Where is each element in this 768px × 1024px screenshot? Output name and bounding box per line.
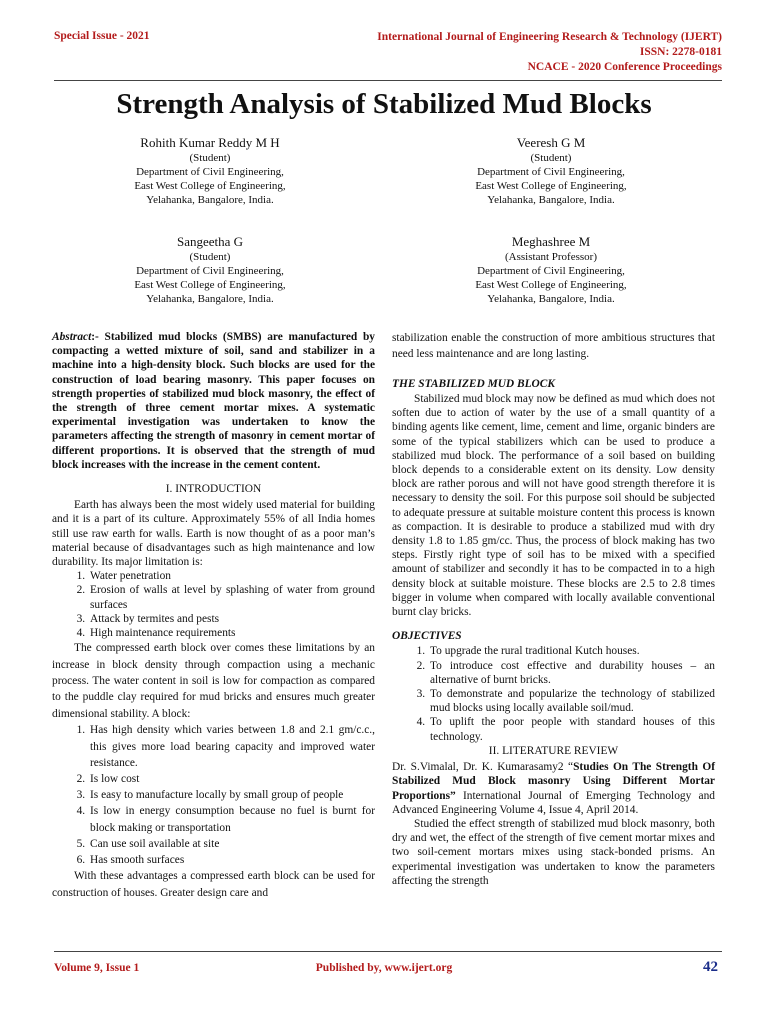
list-item: 3. Is easy to manufacture locally by small group of people — [88, 787, 375, 803]
list-item: 2. To introduce cost effective and durability houses – an alternative of burnt bricks. — [428, 659, 715, 687]
author-block — [80, 235, 340, 306]
continued-paragraph: stabilization enable the construction of more ambitious structures that need less maintenance and are long lasting. — [392, 332, 715, 361]
author-city: Yelahanka, Bangalore, India. — [146, 194, 274, 206]
author-college: East West College of Engineering, — [134, 279, 286, 291]
section-heading-literature-review: II. LITERATURE REVIEW — [488, 744, 619, 757]
block-properties-list — [52, 722, 375, 868]
reference-title: Studies On The Strength Of Stabilized Mud Block masonry Using Different Mortar Proportions” — [392, 761, 715, 802]
section-heading-objectives: OBJECTIVES — [392, 630, 462, 643]
list-item: 1. To upgrade the rural traditional Kutch houses. — [428, 644, 715, 658]
section-heading-stabilized-mud-block: THE STABILIZED MUD BLOCK — [392, 377, 555, 390]
author-dept: Department of Civil Engineering, — [136, 265, 284, 277]
author-role: (Student) — [530, 152, 572, 164]
author-dept: Department of Civil Engineering, — [136, 166, 284, 178]
author-city: Yelahanka, Bangalore, India. — [146, 293, 274, 305]
intro-paragraph: With these advantages a compressed earth block can be used for construction of houses. Greater design care and — [52, 870, 375, 899]
page-number: 42 — [703, 959, 718, 975]
author-name: Veeresh G M — [516, 135, 586, 150]
abstract-label: Abstract — [52, 331, 92, 343]
reference-authors: Dr. S.Vimalal, Dr. K. Kumarasamy2 “ — [392, 761, 574, 774]
abstract — [52, 330, 375, 472]
literature-paragraph: Studied the effect strength of stabilized mud block masonry, both dry and wet, the effect of the strength of five cement mortar mixes and two soil-cement mortars mixes using stack-bonded prisms. An experimental investigation was undertaken to know the parameters affecting the strength — [392, 817, 715, 887]
limitations-list — [52, 569, 375, 640]
smb-paragraph: Stabilized mud block may now be defined as mud which does not soften due to action of water by the use of a small quantity of a binding agents like cement, lime, cement and lime, organic binders are some of the typical stabilizers which can be used to produce a stabilized mud block. The performance of a soil based on building block depends to a considerable extent on its density. Low density block are rather porous and will not have good strength therefore it is necessary to density the soil. For this purpose soil should be subjected to adequate pressure at suitable moisture content this process is known as compaction. It is desirable to produce a stabilized mud with dry density 1.8 to 1.85 gm/cc. Thus, the process of block making has two steps. Firstly right type of soil has to be mixed with a specified amount of stabilizer and secondly it has to be compacted in to a high density block at suitable moisture. These blocks are 2.5 to 2.8 times bigger in volume when compared with locally available conventional burnt clay bricks. — [392, 393, 715, 619]
author-city: Yelahanka, Bangalore, India. — [487, 293, 615, 305]
list-item: 6. Has smooth surfaces — [88, 852, 375, 868]
right-column — [392, 330, 715, 888]
author-role: (Assistant Professor) — [505, 251, 597, 263]
literature-reference — [392, 760, 715, 817]
author-role: (Student) — [189, 152, 231, 164]
author-dept: Department of Civil Engineering, — [477, 265, 625, 277]
volume-issue: Volume 9, Issue 1 — [54, 962, 140, 974]
publisher-link[interactable]: Published by, www.ijert.org — [315, 962, 453, 974]
list-item: 4. To uplift the poor people with standard houses of this technology. — [428, 715, 715, 743]
author-name: Rohith Kumar Reddy M H — [140, 135, 280, 150]
header-block — [54, 30, 722, 78]
section-heading-introduction: I. INTRODUCTION — [165, 483, 262, 496]
intro-paragraph: Earth has always been the most widely used material for building and it is a part of its culture. Approximately 55% of all India homes still use raw earth for walls. Earth is now thought of as a poor man’s material because of disadvantages such as high maintenance and low durability. Its major limitation is: — [52, 499, 375, 569]
abstract-text: :- Stabilized mud blocks (SMBS) are manufactured by compacting a wetted mixture of soil, sand and stabilizer in a machine into a high-density block. Such blocks are used for the construction of load bearing masonry. This paper focuses on strength properties of stabilized mud block masonry, the effect of the strength of three cement mortar mixes. A systematic experimental investigation was undertaken to know the parameters affecting the strength of masonry in cement mortar of different proportions. It is observed that the strength of mud block increases with the increase in the cement content. — [52, 331, 375, 471]
footer-divider — [54, 951, 722, 952]
author-college: East West College of Engineering, — [475, 180, 627, 192]
issn: ISSN: 2278-0181 — [639, 46, 722, 58]
author-block — [80, 136, 340, 207]
list-item: 4. High maintenance requirements — [88, 626, 375, 640]
list-item: 3. To demonstrate and popularize the technology of stabilized mud blocks using locally available soil/mud. — [428, 687, 715, 715]
list-item: 3. Attack by termites and pests — [88, 612, 375, 626]
author-block — [421, 136, 681, 207]
reference-journal: International Journal of Emerging Technology and Advanced Engineering Volume 4, Issue 4, April 2014. — [392, 789, 715, 816]
author-block — [421, 235, 681, 306]
journal-name: International Journal of Engineering Research & Technology (IJERT) — [377, 31, 722, 43]
author-college: East West College of Engineering, — [475, 279, 627, 291]
author-name: Meghashree M — [511, 234, 591, 249]
author-name: Sangeetha G — [176, 234, 244, 249]
objectives-list — [392, 644, 715, 743]
author-city: Yelahanka, Bangalore, India. — [487, 194, 615, 206]
left-column — [52, 330, 375, 901]
list-item: 2. Is low cost — [88, 771, 375, 787]
author-role: (Student) — [189, 251, 231, 263]
conference-proceedings: NCACE - 2020 Conference Proceedings — [527, 61, 722, 73]
paper-title: Strength Analysis of Stabilized Mud Blocks — [116, 88, 652, 120]
list-item: 2. Erosion of walls at level by splashing of water from ground surfaces — [88, 583, 375, 611]
list-item: 4. Is low in energy consumption because no fuel is burnt for block making or transportation — [88, 803, 375, 835]
journal-info — [377, 30, 722, 75]
author-dept: Department of Civil Engineering, — [477, 166, 625, 178]
intro-paragraph: The compressed earth block over comes these limitations by an increase in block density through compaction using a mechanic process. The water content in soil is low for compaction as compared to the puddle clay required for mud bricks and ensures much greater dimensional stability. A block: — [52, 642, 375, 720]
special-issue-label: Special Issue - 2021 — [54, 30, 150, 42]
list-item: 1. Water penetration — [88, 569, 375, 583]
list-item: 1. Has high density which varies between 1.8 and 2.1 gm/c.c., this gives more load bearing capacity and improved water resistance. — [88, 722, 375, 771]
author-college: East West College of Engineering, — [134, 180, 286, 192]
list-item: 5. Can use soil available at site — [88, 836, 375, 852]
header-divider — [54, 80, 722, 81]
